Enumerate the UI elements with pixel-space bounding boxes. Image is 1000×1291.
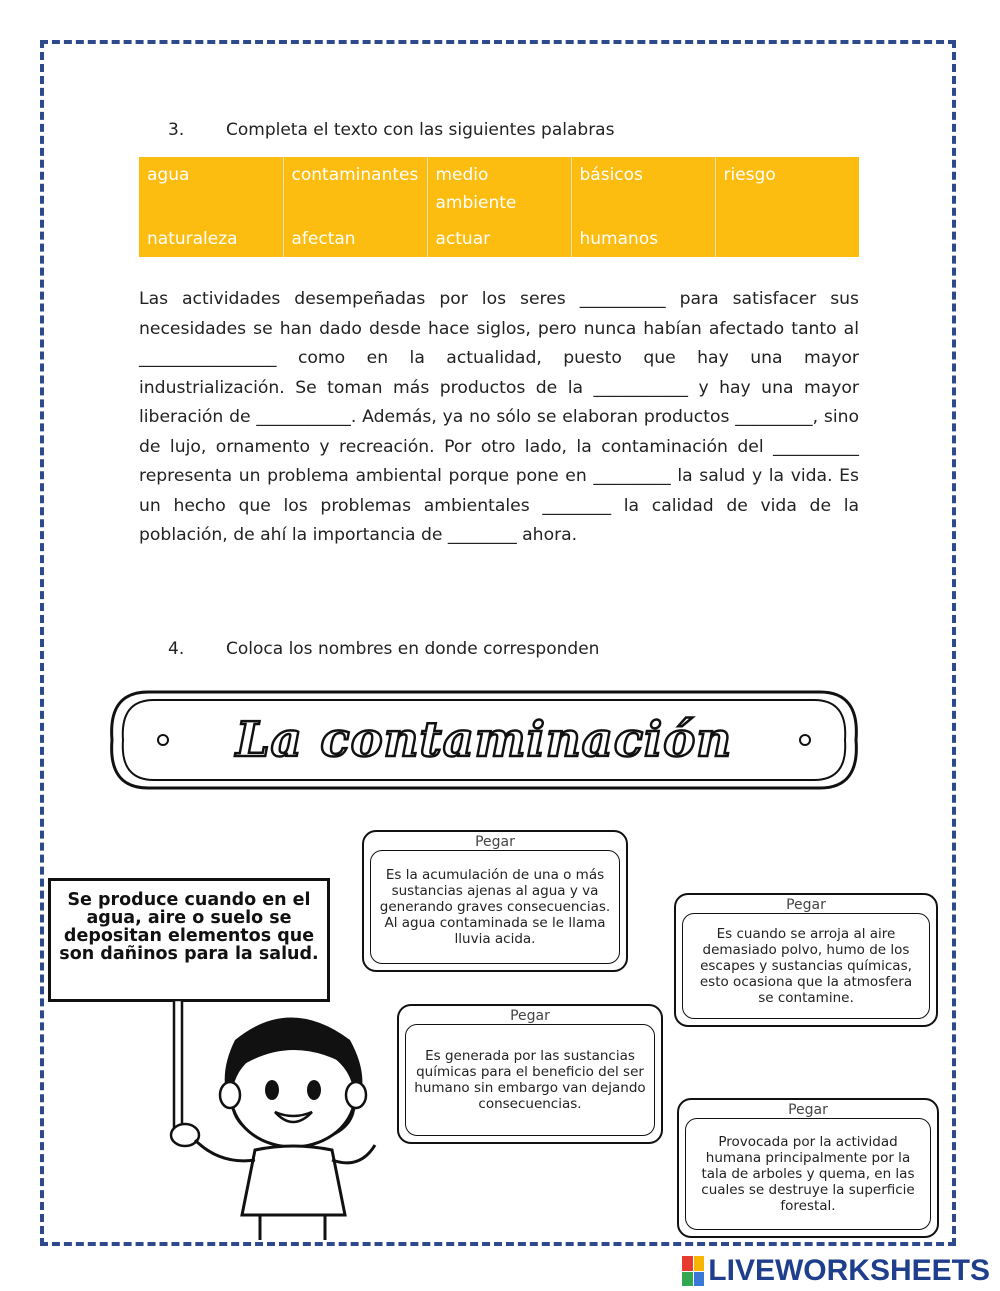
- paste-card: [397, 1004, 663, 1144]
- protest-sign: Se produce cuando en el agua, aire o suelo se depositan elementos que son dañinos para la salud.: [48, 878, 330, 1002]
- word-bank-cell: afectan: [283, 221, 427, 257]
- girl-illustration: [150, 1000, 390, 1245]
- word-bank-cell: [715, 221, 859, 257]
- banner-title: La contaminación: [235, 712, 733, 768]
- paste-card: [362, 830, 628, 972]
- word-bank-row: [139, 221, 859, 257]
- card-text: Provocada por la actividad humana principalmente por la tala de arboles y quema, en las cuales se destruye la superficie forestal.: [685, 1118, 931, 1230]
- word-bank-cell: medio ambiente: [427, 157, 571, 221]
- paste-label: Pegar: [788, 1102, 828, 1118]
- paste-label: Pegar: [510, 1008, 550, 1024]
- word-bank-row: [139, 157, 859, 221]
- question-text: Coloca los nombres en donde corresponden: [226, 639, 600, 659]
- brand-icon: [682, 1256, 704, 1286]
- card-text: Es la acumulación de una o más sustancias ajenas al agua y va generando graves consecuencias. Al agua contaminada se le llama lluvia acida.: [370, 850, 620, 964]
- word-bank-cell: básicos: [571, 157, 715, 221]
- paste-card: [674, 893, 938, 1027]
- word-bank-cell: humanos: [571, 221, 715, 257]
- fill-in-paragraph: Las actividades desempeñadas por los seres __________ para satisfacer sus necesidades se han dado desde hace siglos, pero nunca habían afectado tanto al ________________ como en la actualidad, puesto que hay una mayor industrialización. Se toman más productos de la ___________ y hay una mayor liberación de ___________. Además, ya no sólo se elaboran productos _________, sino de lujo, ornamento y recreación. Por otro lado, la contaminación del __________ representa un problema ambiental porque pone en _________ la salud y la vida. Es un hecho que los problemas ambientales ________ la calidad de vida de la población, de ahí la importancia de ________ ahora.: [139, 289, 859, 545]
- question-text: Completa el texto con las siguientes palabras: [226, 120, 615, 140]
- card-text: Es cuando se arroja al aire demasiado polvo, humo de los escapes y sustancias químicas, esto ocasiona que la atmosfera se contamine.: [682, 913, 930, 1019]
- paste-label: Pegar: [786, 897, 826, 913]
- word-bank-table: [139, 157, 859, 257]
- question-number: 3.: [168, 120, 185, 140]
- word-bank-cell: contaminantes: [283, 157, 427, 221]
- word-bank-cell: agua: [139, 157, 283, 221]
- question-3: [168, 120, 614, 140]
- word-bank-cell: actuar: [427, 221, 571, 257]
- question-number: 4.: [168, 639, 185, 659]
- paste-label: Pegar: [475, 834, 515, 850]
- brand-name: LIVEWORKSHEETS: [708, 1254, 990, 1287]
- question-4: [168, 639, 599, 659]
- card-text: Es generada por las sustancias químicas para el beneficio del ser humano sin embargo van dejando consecuencias.: [405, 1024, 655, 1136]
- paste-card: [677, 1098, 939, 1238]
- word-bank-cell: riesgo: [723, 165, 776, 185]
- brand-logo: [682, 1254, 990, 1288]
- word-bank-cell: naturaleza: [139, 221, 283, 257]
